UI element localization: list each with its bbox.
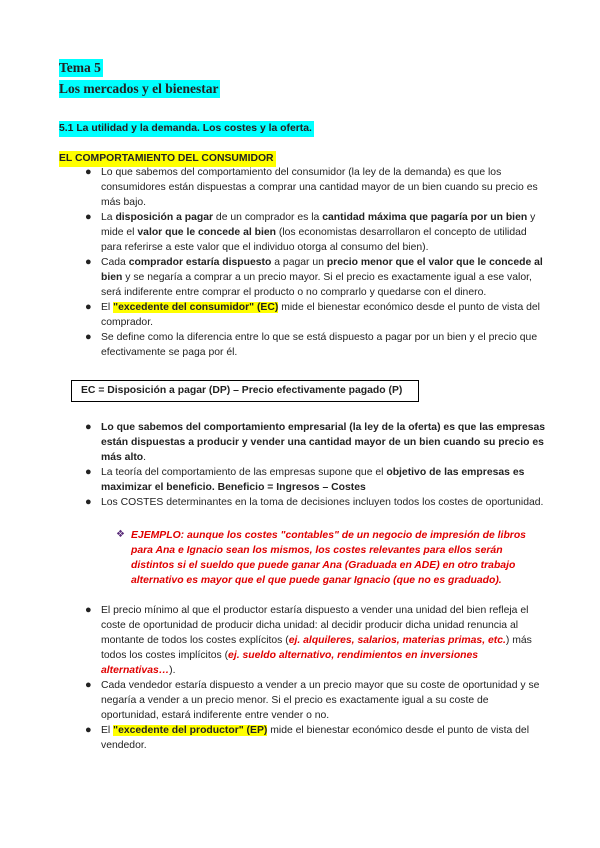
bullet-icon: ● [85,496,92,508]
consumer-surplus-term: "excedente del consumidor" (EC) [113,302,279,313]
bullet-text: El precio mínimo al que el productor estaría dispuesto a vender una unidad del bien refleja el coste de oportunidad de producir dicha unidad: al decidir producir dicha unidad renuncia al montante de todos los costes explícitos ( [101,605,529,646]
list-item [85,678,546,723]
list-item [85,420,546,465]
bullet-text: Los COSTES determinantes en la toma de decisiones incluyen todos los costes de oportunidad. [101,497,544,508]
producer-bullet-list-2 [85,603,546,753]
bullet-icon: ● [85,166,92,178]
bullet-text: Cada [101,257,129,268]
bullet-bold-text: cantidad máxima que pagaría por un bien [322,212,528,223]
list-item [85,330,544,360]
bullet-icon: ● [85,256,92,268]
example-item [116,528,541,588]
bullet-text: mide el bienestar económico desde el punto de vista del comprador. [101,302,540,328]
formula-box [71,380,419,402]
bullet-text: Se define como la diferencia entre lo que se está dispuesto a pagar por un bien y el precio que efectivamente se paga por él. [101,332,538,358]
bullet-text: Cada vendedor estaría dispuesto a vender a un precio mayor que su coste de oportunidad y se negaría a vender a un precio menor. Si el precio es exactamente igual a su coste de oportunidad, estará indiferente entre vender o no. [101,680,540,721]
bullet-text: y se negaría a comprar a un precio mayor. Si el precio es exactamente igual a ese valor, será indiferente entre comprar el producto o no comprarlo y quedarse con el dinero. [101,272,532,298]
bullet-bold-text: Lo que sabemos del comportamiento empresarial (la ley de la oferta) es que las empresas están dispuestas a producir y vender una cantidad mayor de un bien cuando su precio es más alto [101,422,546,463]
tema-number: Tema 5 [59,60,101,75]
bullet-text: y mide el [101,212,536,238]
bullet-text: La [101,212,116,223]
bullet-text: . [143,452,147,463]
bullet-icon: ● [85,301,92,313]
bullet-text: (los economistas desarrollaron el concepto de utilidad para referirse a este valor que el individuo otorga al consumo del bien). [101,227,527,253]
bullet-text: ) más todos los costes implícitos ( [101,635,532,661]
bullet-text: Lo que sabemos del comportamiento del consumidor (la ley de la demanda) es que los consumidores están dispuestas a comprar una cantidad mayor de un bien cuando su precio es más bajo. [101,167,538,208]
bullet-text: mide el bienestar económico desde el punto de vista del vendedor. [101,725,530,751]
formula-text: EC = Disposición a pagar (DP) – Precio efectivamente pagado (P) [81,385,403,396]
tema-title: Los mercados y el bienestar [59,81,219,96]
bullet-text: ). [169,665,176,676]
list-item [85,495,546,510]
bullet-icon: ● [85,211,92,223]
list-item [85,603,546,678]
bullet-text: El [101,725,114,736]
bullet-text: a pagar un [271,257,327,268]
explicit-costs-example: ej. alquileres, salarios, materias primas, etc. [288,635,506,646]
example-text: EJEMPLO: aunque los costes "contables" de un negocio de impresión de libros para Ana e Ignacio sean los mismos, los costes relevantes para ellos serán distintos si el sueldo que puede ganar Ana (Graduada en ADE) en otro trabajo alternativo es mayor que el que puede ganar Ignacio (que no es graduado). [131,530,526,586]
list-item [85,255,544,300]
bullet-text: de un comprador es la [213,212,323,223]
bullet-text: La teoría del comportamiento de las empresas supone que el [101,467,387,478]
bullet-bold-text: precio menor que el valor que le concede al bien [101,257,543,283]
bullet-text: El [101,302,114,313]
implicit-costs-example: ej. sueldo alternativo, rendimientos en inversiones alternativas… [101,650,479,676]
list-item [85,465,546,495]
bullet-icon: ● [85,421,92,433]
section-heading: 5.1 La utilidad y la demanda. Los costes y la oferta. [59,121,314,137]
bullet-icon: ● [85,679,92,691]
bullet-icon: ● [85,724,92,736]
list-item [85,165,544,210]
list-item [85,723,546,753]
producer-bullet-list [85,420,546,510]
list-item [85,210,544,255]
consumer-bullet-list [85,165,544,360]
bullet-bold-text: comprador estaría dispuesto [128,257,272,268]
bullet-icon: ● [85,466,92,478]
list-item [85,300,544,330]
consumer-heading: EL COMPORTAMIENTO DEL CONSUMIDOR [59,151,276,167]
producer-surplus-term: "excedente del productor" (EP) [113,725,268,736]
bullet-bold-text: objetivo de las empresas es maximizar el beneficio. Beneficio = Ingresos – Costes [101,467,525,493]
bullet-icon: ● [85,604,92,616]
bullet-icon: ● [85,331,92,343]
bullet-bold-text: valor que le concede al bien [137,227,276,238]
diamond-bullet-icon: ❖ [116,529,125,540]
bullet-bold-text: disposición a pagar [115,212,214,223]
